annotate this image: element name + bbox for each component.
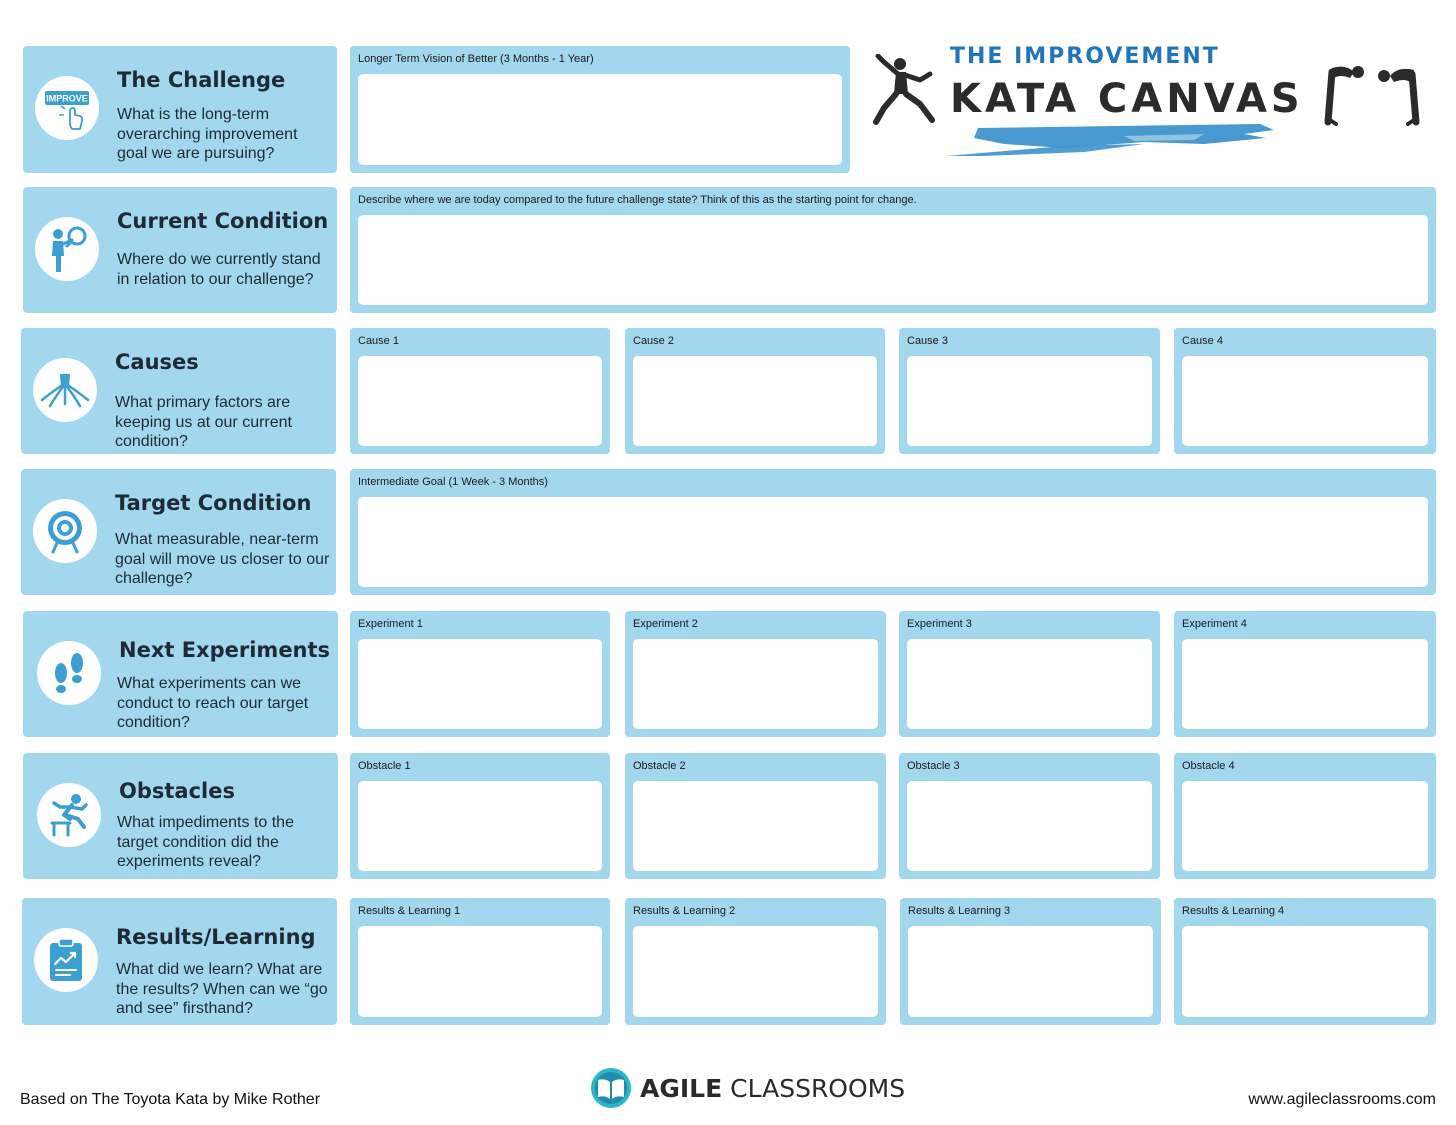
- field-panel: [350, 469, 1436, 595]
- agile-classrooms-logo: [590, 1066, 905, 1110]
- field-label: Results & Learning 3: [908, 905, 1011, 917]
- field-label: Obstacle 2: [633, 760, 686, 772]
- field-input-box[interactable]: [633, 781, 878, 871]
- field-input-box[interactable]: [1182, 781, 1428, 871]
- footprints-icon: [49, 651, 89, 695]
- field-panel: [350, 898, 610, 1025]
- header-title-line2: KATA CANVAS: [950, 76, 1304, 122]
- row-title: Obstacles: [119, 779, 235, 803]
- field-input-box[interactable]: [358, 74, 842, 165]
- row-icon-circle: [35, 217, 99, 281]
- field-panel: [350, 187, 1436, 313]
- hurdle-runner-icon: [48, 793, 90, 837]
- field-input-box[interactable]: [358, 926, 602, 1017]
- field-label: Cause 3: [907, 335, 948, 347]
- open-book-logo-icon: [590, 1067, 632, 1109]
- target-icon: [45, 508, 85, 554]
- row-description: What impediments to the target condition did the experiments reveal?: [117, 814, 294, 870]
- field-label: Cause 2: [633, 335, 674, 347]
- row-title: Next Experiments: [119, 638, 331, 662]
- field-label: Longer Term Vision of Better (3 Months - 1 Year): [358, 53, 594, 65]
- field-input-box[interactable]: [358, 497, 1428, 587]
- field-label: Obstacle 3: [907, 760, 960, 772]
- row-current-condition-label: [23, 187, 337, 313]
- row-obstacles-label: [23, 753, 338, 879]
- row-target-condition-label: [21, 469, 336, 595]
- field-panel: [1174, 611, 1436, 737]
- field-panel: [1174, 753, 1436, 879]
- row-title: Target Condition: [115, 491, 312, 515]
- field-label: Cause 4: [1182, 335, 1223, 347]
- logo-text-light: CLASSROOMS: [730, 1073, 906, 1103]
- field-label: Experiment 4: [1182, 618, 1247, 630]
- row-description: What experiments can we conduct to reach our target condition?: [117, 675, 309, 731]
- row-title: The Challenge: [117, 68, 286, 92]
- field-label: Describe where we are today compared to the future challenge state? Think of this as the starting point for change.: [358, 194, 917, 206]
- field-label: Obstacle 1: [358, 760, 411, 772]
- footer-attribution: Based on The Toyota Kata by Mike Rother: [20, 1091, 321, 1108]
- field-panel: [350, 611, 610, 737]
- field-input-box[interactable]: [1182, 926, 1428, 1017]
- logo-text-bold: AGILE: [640, 1073, 723, 1103]
- row-title: Results/Learning: [116, 925, 316, 949]
- field-panel: [900, 898, 1161, 1025]
- field-input-box[interactable]: [908, 926, 1153, 1017]
- field-panel: [625, 328, 885, 454]
- row-results-learning-label: [22, 898, 337, 1025]
- brush-stroke: [944, 122, 1280, 160]
- field-label: Experiment 3: [907, 618, 972, 630]
- row-challenge-label: [23, 46, 337, 173]
- field-label: Results & Learning 2: [633, 905, 736, 917]
- row-title: Current Condition: [117, 209, 329, 233]
- logo-wordmark: [640, 1074, 905, 1103]
- row-icon-circle: [34, 928, 98, 992]
- field-input-box[interactable]: [907, 639, 1152, 729]
- row-icon-circle: [33, 499, 97, 563]
- field-input-box[interactable]: [907, 781, 1152, 871]
- field-panel: [625, 898, 886, 1025]
- improve-button-icon: [44, 85, 90, 131]
- header-title-line1: THE IMPROVEMENT: [950, 44, 1220, 69]
- bowing-figures-icon: [1322, 62, 1424, 126]
- magnifier-person-icon: [44, 224, 90, 274]
- footer-website-link[interactable]: www.agileclassrooms.com: [1248, 1091, 1436, 1108]
- row-icon-circle: [37, 641, 101, 705]
- field-label: Results & Learning 1: [358, 905, 461, 917]
- tree-roots-icon: [38, 370, 92, 410]
- field-panel: [1174, 328, 1436, 454]
- row-title: Causes: [115, 350, 199, 374]
- row-description: What measurable, near-term goal will move us closer to our challenge?: [115, 531, 330, 587]
- field-panel: [350, 46, 850, 173]
- field-input-box[interactable]: [1182, 639, 1428, 729]
- field-input-box[interactable]: [633, 639, 878, 729]
- improve-button-text: IMPROVE: [46, 93, 88, 104]
- field-input-box[interactable]: [1182, 356, 1428, 446]
- field-input-box[interactable]: [358, 781, 602, 871]
- field-panel: [350, 753, 610, 879]
- field-input-box[interactable]: [358, 215, 1428, 305]
- row-causes-label: [21, 328, 336, 454]
- field-input-box[interactable]: [633, 356, 877, 446]
- row-icon-circle: [33, 358, 97, 422]
- field-panel: [1174, 898, 1436, 1025]
- field-panel: [625, 611, 886, 737]
- martial-artist-icon: [872, 54, 938, 126]
- row-description: Where do we currently stand in relation to our challenge?: [117, 251, 321, 288]
- field-input-box[interactable]: [358, 639, 602, 729]
- field-panel: [350, 328, 610, 454]
- field-panel: [625, 753, 886, 879]
- field-label: Experiment 2: [633, 618, 698, 630]
- field-panel: [899, 611, 1160, 737]
- field-input-box[interactable]: [358, 356, 602, 446]
- field-input-box[interactable]: [633, 926, 878, 1017]
- field-panel: [899, 328, 1160, 454]
- field-panel: [899, 753, 1160, 879]
- field-label: Obstacle 4: [1182, 760, 1235, 772]
- field-label: Cause 1: [358, 335, 399, 347]
- row-next-experiments-label: [23, 611, 338, 737]
- field-input-box[interactable]: [907, 356, 1152, 446]
- row-icon-circle: [35, 76, 99, 140]
- field-label: Intermediate Goal (1 Week - 3 Months): [358, 476, 548, 488]
- clipboard-chart-icon: [48, 938, 84, 982]
- row-description: What is the long-term overarching improvement goal we are pursuing?: [117, 106, 298, 162]
- row-description: What did we learn? What are the results? When can we “go and see” firsthand?: [116, 961, 328, 1017]
- row-icon-circle: [37, 783, 101, 847]
- field-label: Experiment 1: [358, 618, 423, 630]
- field-label: Results & Learning 4: [1182, 905, 1285, 917]
- row-description: What primary factors are keeping us at our current condition?: [115, 394, 292, 450]
